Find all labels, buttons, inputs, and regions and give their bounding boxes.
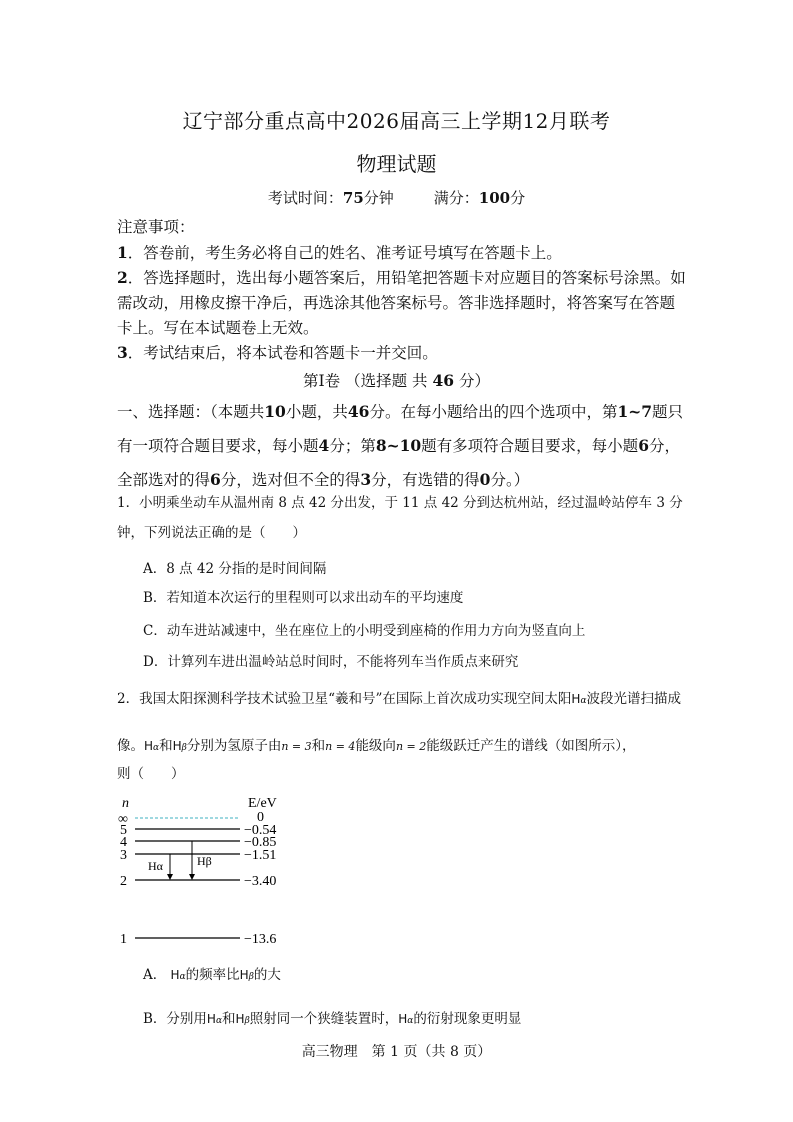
h-alpha-arrowhead	[167, 874, 173, 880]
question-1-option-b: B．若知道本次运行的里程则可以求出动车的平均速度	[143, 590, 464, 606]
h-alpha-symbol: Hα	[398, 1012, 414, 1026]
level-n-3: 3	[120, 848, 127, 863]
h-alpha-symbol: Hα	[206, 1012, 223, 1026]
exam-title: 辽宁部分重点高中2026届高三上学期12月联考	[182, 109, 611, 133]
h-alpha-symbol: Hα	[170, 968, 186, 982]
h-alpha-symbol: Hα	[571, 692, 587, 706]
level-e-2: −3.40	[244, 874, 277, 889]
note-item-3: 3．考试结束后，将本试卷和答题卡一并交回。	[117, 343, 438, 362]
level-e-5: −0.54	[244, 823, 277, 838]
level-e-4: −0.85	[244, 835, 277, 850]
section-title: 第Ⅰ卷 （选择题 共 46 分）	[303, 371, 490, 390]
question-1-stem: 1．小明乘坐动车从温州南 8 点 42 分出发，于 11 点 42 分到达杭州站，经过温岭站停车 3 分钟，下列说法正确的是（ ）	[117, 495, 683, 541]
h-alpha-symbol: Hα	[144, 739, 160, 753]
level-n-2: 2	[120, 874, 127, 889]
page-footer: 高三物理 第 1 页（共 8 页）	[301, 1044, 492, 1060]
level-e-inf: 0	[257, 810, 264, 825]
question-1-option-c: C．动车进站减速中，坐在座位上的小明受到座椅的作用力方向为竖直向上	[143, 623, 586, 639]
h-beta-arrowhead	[189, 874, 195, 880]
question-1-option-a: A．8 点 42 分指的是时间间隔	[143, 561, 327, 577]
axis-label-n: n	[122, 796, 129, 811]
question-2-option-a: A． Hα的频率比Hβ的大	[143, 967, 281, 983]
question-2-option-b: B．分别用Hα和Hβ照射同一个狭缝装置时，Hα的衍射现象更明显	[143, 1011, 522, 1027]
level-n-1: 1	[120, 932, 127, 947]
exam-info: 考试时间：75分钟 满分：100分	[267, 189, 526, 207]
h-beta-symbol: Hβ	[239, 968, 254, 982]
level-n-5: 5	[120, 823, 127, 838]
level-e-3: −1.51	[244, 848, 277, 863]
axis-label-energy: E/eV	[248, 796, 277, 811]
level-e-1: −13.6	[244, 932, 277, 947]
exam-subtitle: 物理试题	[356, 152, 437, 176]
energy-level-diagram	[110, 790, 340, 950]
section-description: 一、选择题：（本题共10小题，共46分。在每小题给出的四个选项中，第1~7题只有一项符合题目要求，每小题4分；第8~10题有多项符合题目要求，每小题6分，全部选对的得6分，选对但不全的得3分，有选错的得0分。）	[117, 402, 684, 489]
h-beta-symbol: Hβ	[235, 1012, 250, 1026]
note-item-2: 2．答选择题时，选出每小题答案后，用铅笔把答题卡对应题目的答案标号涂黑。如需改动，用橡皮擦干净后，再选涂其他答案标号。答非选择题时，将答案写在答题卡上。写在本试题卷上无效。	[117, 268, 686, 337]
level-n-inf: ∞	[118, 812, 128, 827]
question-1-option-d: D．计算列车进出温岭站总时间时，不能将列车当作质点来研究	[143, 654, 519, 670]
question-2-answer-prompt: 则（ ）	[117, 766, 185, 782]
h-alpha-label: Hα	[148, 859, 163, 873]
h-beta-symbol: Hβ	[172, 739, 187, 753]
question-2-stem: 2．我国太阳探测科学技术试验卫星“羲和号”在国际上首次成功实现空间太阳Hα波段光谱扫描成像。Hα和Hβ分别为氢原子由n = 3和n = 4能级向n = 2能级跃迁产生的谱线（如图所示），	[117, 691, 682, 754]
note-item-1: 1．答卷前，考生务必将自己的姓名、准考证号填写在答题卡上。	[117, 243, 562, 262]
h-beta-label: Hβ	[197, 854, 212, 868]
notes-heading: 注意事项：	[117, 218, 195, 236]
level-n-4: 4	[120, 835, 127, 850]
